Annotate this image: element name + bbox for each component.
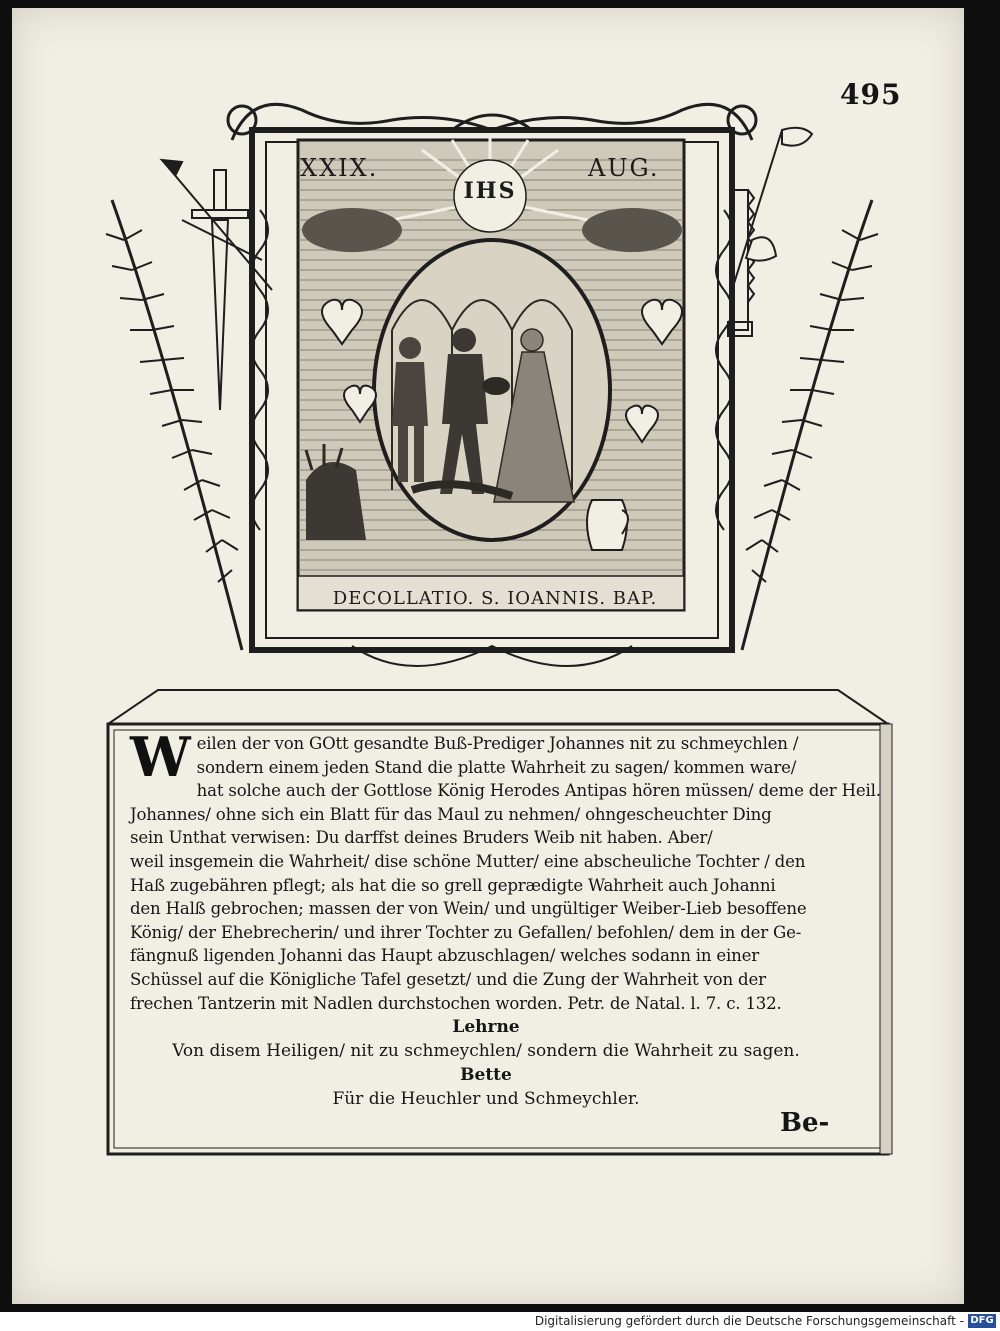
text-line: den Halß gebrochen; massen der von Wein/ und ungültiger Weiber-Lieb besoffene	[130, 899, 807, 919]
funding-credit: Digitalisierung gefördert durch die Deutsche Forschungsgemeinschaft -	[534, 1314, 964, 1328]
text-line: König/ der Ehebrecherin/ und ihrer Tochter zu Gefallen/ befohlen/ dem in der Ge-	[130, 922, 802, 942]
date-day-label: XXIX.	[300, 154, 379, 182]
footer-bar	[0, 1312, 1000, 1331]
platter	[482, 377, 510, 395]
still-life-pitcher	[587, 500, 628, 550]
body-text	[130, 725, 881, 1111]
text-line: Johannes/ ohne sich ein Blatt für das Maul zu nehmen/ ohngescheuchter Ding	[130, 804, 772, 824]
text-line: weil insgemein die Wahrheit/ dise schöne Mutter/ eine abscheuliche Tochter / den	[130, 851, 806, 871]
text-line: Schüssel auf die Königliche Tafel gesetzt/ und die Zung der Wahrheit von der	[130, 969, 766, 989]
bette-text: Für die Heuchler und Schmeychler.	[332, 1089, 640, 1110]
text-line: fängnuß ligenden Johanni das Haupt abzuschlagen/ welches sodann in einer	[130, 946, 759, 966]
heading-bette: Bette	[460, 1065, 512, 1086]
text-line: hat solche auch der Gottlose König Herodes Antipas hören müssen/ deme der Heil.	[196, 781, 881, 801]
text-line: Haß zugebähren pflegt; als hat die so grell geprædigte Wahrheit auch Johanni	[130, 875, 776, 895]
ihs-monogram: IHS	[463, 178, 517, 204]
date-month-label: AUG.	[588, 154, 660, 182]
text-line: frechen Tantzerin mit Nadlen durchstochen worden. Petr. de Natal. l. 7. c. 132.	[130, 993, 782, 1013]
page-number: 495	[840, 78, 902, 111]
text-line: sein Unthat verwisen: Du darffst deines Bruders Weib nit haben. Aber/	[130, 828, 713, 848]
axe-icon	[732, 128, 812, 290]
book-page	[12, 8, 964, 1304]
palm-frond-right	[742, 200, 878, 650]
engraving-caption: DECOLLATIO. S. IOANNIS. BAP.	[332, 588, 658, 609]
lehrne-text: Von disem Heiligen/ nit zu schmeychlen/ sondern die Wahrheit zu sagen.	[172, 1041, 800, 1062]
heading-lehrne: Lehrne	[452, 1017, 520, 1038]
scroll-cartouche	[228, 104, 756, 140]
engraving-illustration	[92, 90, 902, 710]
text-line: sondern einem jeden Stand die platte Wahrheit zu sagen/ kommen ware/	[196, 757, 797, 777]
dropcap-initial: W	[130, 725, 191, 789]
dfg-logo-icon: DFG	[968, 1314, 996, 1328]
catchword: Be-	[780, 1108, 830, 1138]
text-line: eilen der von GOtt gesandte Buß-Prediger Johannes nit zu schmeychlen /	[196, 734, 799, 753]
